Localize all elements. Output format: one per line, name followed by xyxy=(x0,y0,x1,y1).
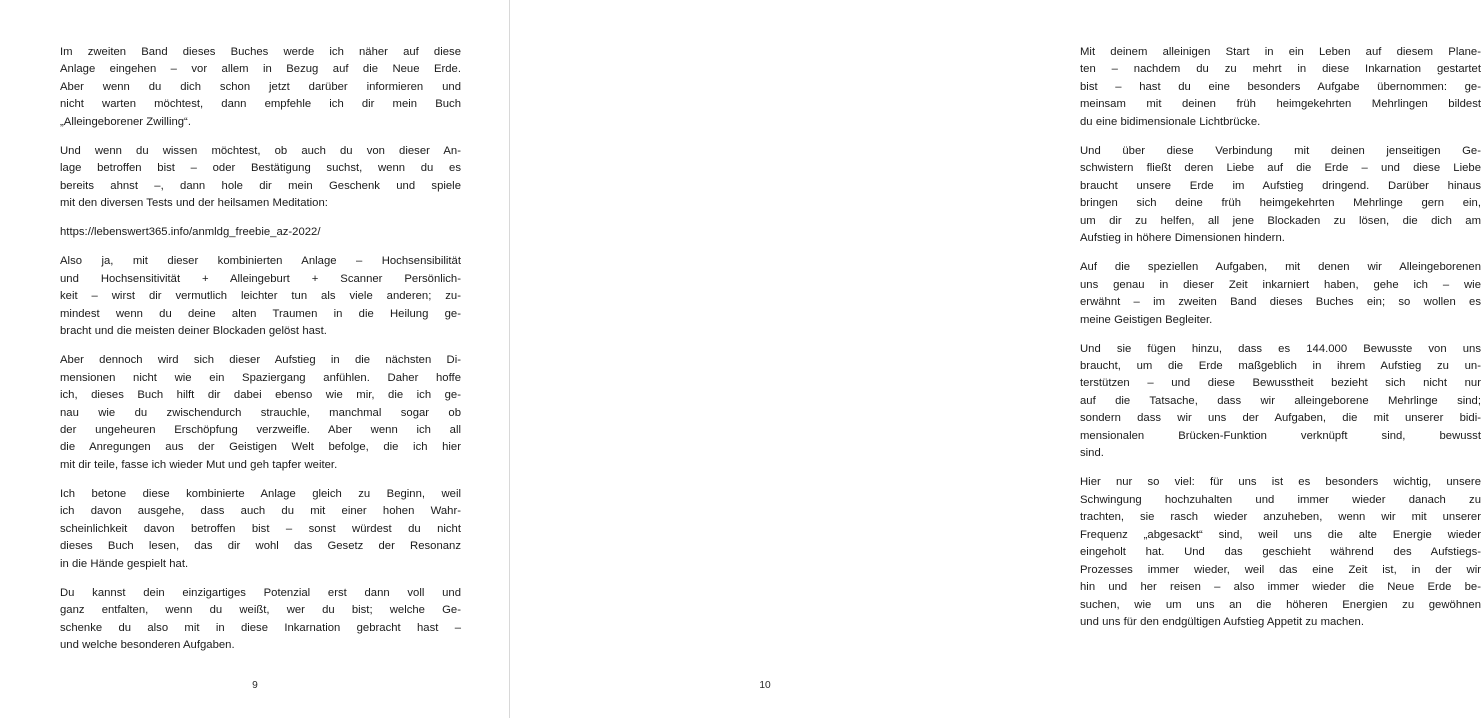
paragraph: Auf die speziellen Aufgaben, mit denen wir Alleingeborenen uns genau in dieser Zeit inkarniert haben, gehe ich – wie erwähnt – im zweiten Band dieses Buches ein; so wollen es meine Geistigen Begleiter. xyxy=(1080,261,1481,326)
page-right-text-column xyxy=(1080,44,1481,631)
page-left xyxy=(0,0,510,718)
paragraph: Und über diese Verbindung mit deinen jenseitigen Ge- schwistern fließt deren Liebe auf die Erde – und diese Liebe braucht unsere Erde im Aufstieg dringend. Darüber hinaus bringen sich deine früh heimgekehrten Mehrlinge gern ein, um dir zu helfen, all jene Blockaden zu lösen, die dich am Aufstieg in höhere Dimensionen hindern. xyxy=(1080,144,1481,245)
paragraph: Ich betone diese kombinierte Anlage gleich zu Beginn, weil ich davon ausgehe, dass auch du mit einer hohen Wahr- scheinlichkeit davon betroffen bist – sonst würdest du nicht dieses Buch lesen, das dir wohl das Gesetz der Resonanz in die Hände gespielt hat. xyxy=(60,487,461,570)
page-right xyxy=(510,0,1481,718)
paragraph: Und wenn du wissen möchtest, ob auch du von dieser An- lage betroffen bist – oder Bestätigung suchst, wenn du es bereits ahnst –, dann hole dir mein Geschenk und spiele mit den diversen Tests und der heilsamen Meditation: xyxy=(60,144,461,210)
paragraph: Du kannst dein einzigartiges Potenzial erst dann voll und ganz entfalten, wenn du weißt, wer du bist; welche Ge- schenke du also mit in diese Inkarnation gebracht hast – und welche besonderen Aufgaben. xyxy=(60,586,461,652)
paragraph: Aber dennoch wird sich dieser Aufstieg in die nächsten Di- mensionen nicht wie ein Spaziergang anfühlen. Daher hoffe ich, dieses Buch hilft dir dabei ebenso wie mir, die ich ge- nau wie du zwischendurch strauchle, manchmal sogar ob der ungeheuren Erschöpfung verzweifle. Aber wenn ich all die Anregungen aus der Geistigen Welt befolge, die ich hier mit dir teile, fasse ich wieder Mut und geh tapfer weiter. xyxy=(60,354,461,471)
paragraph: Hier nur so viel: für uns ist es besonders wichtig, unsere Schwingung hochzuhalten und immer wieder danach zu trachten, sie rasch wieder anzuheben, wenn wir mit unserer Frequenz „abgesackt“ sind, weil uns die alte Energie wieder eingeholt hat. Und das geschieht während des Aufstiegs- Prozesses immer wieder, weil das eine Zeit ist, in der wir hin und her reisen – also immer wieder die Neue Erde be- suchen, wie um uns an die höheren Energien zu gewöhnen und uns für den endgültigen Aufstieg Appetit zu machen. xyxy=(1080,476,1481,628)
freebie-link[interactable]: https://lebenswert365.info/anmldg_freebie_az-2022/ xyxy=(60,226,321,239)
paragraph: Also ja, mit dieser kombinierten Anlage – Hochsensibilität und Hochsensitivität + Alleingeburt + Scanner Persönlich- keit – wirst dir vermutlich leichter tun als viele anderen; zu- mindest wenn du deine alten Traumen in die Heilung ge- bracht und die meisten deiner Blockaden gelöst hast. xyxy=(60,255,461,338)
paragraph: Und sie fügen hinzu, dass es 144.000 Bewusste von uns braucht, um die Erde maßgeblich in ihrem Aufstieg zu un- terstützen – und diese Bewusstheit bezieht sich nicht nur auf die Tatsache, dass wir alleingeborene Mehrlinge sind; sondern dass wir uns der Aufgaben, die mit unserer bidi- mensionalen Brücken-Funktion verknüpft sind, bewusst sind. xyxy=(1080,342,1481,460)
paragraph: Mit deinem alleinigen Start in ein Leben auf diesem Plane- ten – nachdem du zu mehrt in diese Inkarnation gestartet bist – hast du eine besonders Aufgabe übernommen: ge- meinsam mit deinen früh heimgekehrten Mehrlingen bildest du eine bidimensionale Lichtbrücke. xyxy=(1080,46,1481,128)
page-number-left: 9 xyxy=(252,680,258,691)
paragraph: Im zweiten Band dieses Buches werde ich näher auf diese Anlage eingehen – vor allem in Bezug auf die Neue Erde. Aber wenn du dich schon jetzt darüber informieren und nicht warten möchtest, dann empfehle ich dir mein Buch „Alleingeborener Zwilling“. xyxy=(60,46,461,128)
page-number-right: 10 xyxy=(759,680,771,691)
page-left-text-column xyxy=(60,44,461,655)
